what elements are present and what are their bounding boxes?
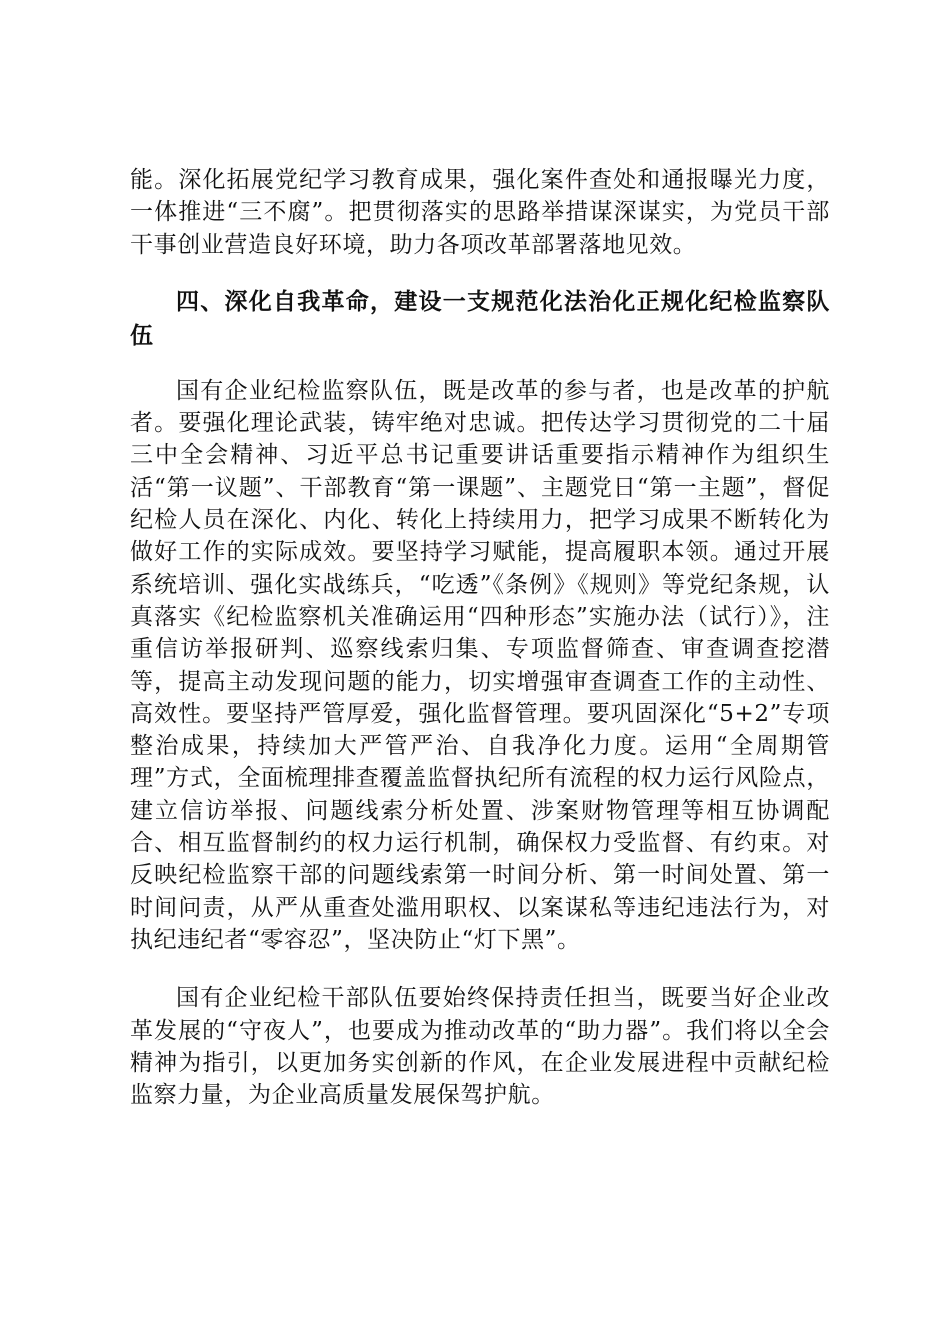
paragraph-closing: 国有企业纪检干部队伍要始终保持责任担当，既要当好企业改革发展的“守夜人”，也要成为推动改革的“助力器”。我们将以全会精神为指引，以更加务实创新的作风，在企业发展进程中贡献纪检监察力量，为企业高质量发展保驾护航。: [130, 985, 830, 1109]
paragraph-team: 国有企业纪检监察队伍，既是改革的参与者，也是改革的护航者。要强化理论武装，铸牢绝对忠诚。把传达学习贯彻党的二十届三中全会精神、习近平总书记重要讲话重要指示精神作为组织生活“第一议题”、干部教育“第一课题”、主题党日“第一主题”，督促纪检人员在深化、内化、转化上持续用力，把学习成果不断转化为做好工作的实际成效。要坚持学习赋能，提高履职本领。通过开展系统培训、强化实战练兵，“吃透”《条例》《规则》等党纪条规，认真落实《纪检监察机关准确运用“四种形态”实施办法（试行）》，注重信访举报研判、巡察线索归集、专项监督筛查、审查调查挖潜等，提高主动发现问题的能力，切实增强审查调查工作的主动性、高效性。要坚持严管厚爱，强化监督管理。要巩固深化“5+2”专项整治成果，持续加大严管严治、自我净化力度。运用“全周期管理”方式，全面梳理排查覆盖监督执纪所有流程的权力运行风险点，建立信访举报、问题线索分析处置、涉案财物管理等相互协调配合、相互监督制约的权力运行机制，确保权力受监督、有约束。对反映纪检监察干部的问题线索第一时间分析、第一时间处置、第一时间问责，从严从重查处滥用职权、以案谋私等违纪违法行为，对执纪违纪者“零容忍”，坚决防止“灯下黑”。: [130, 377, 830, 953]
paragraph-continued: 能。深化拓展党纪学习教育成果，强化案件查处和通报曝光力度，一体推进“三不腐”。把贯彻落实的思路举措谋深谋实，为党员干部干事创业营造良好环境，助力各项改革部署落地见效。: [130, 167, 830, 258]
section-heading: 四、深化自我革命，建设一支规范化法治化正规化纪检监察队伍: [130, 288, 830, 349]
document-body: [130, 164, 830, 1111]
